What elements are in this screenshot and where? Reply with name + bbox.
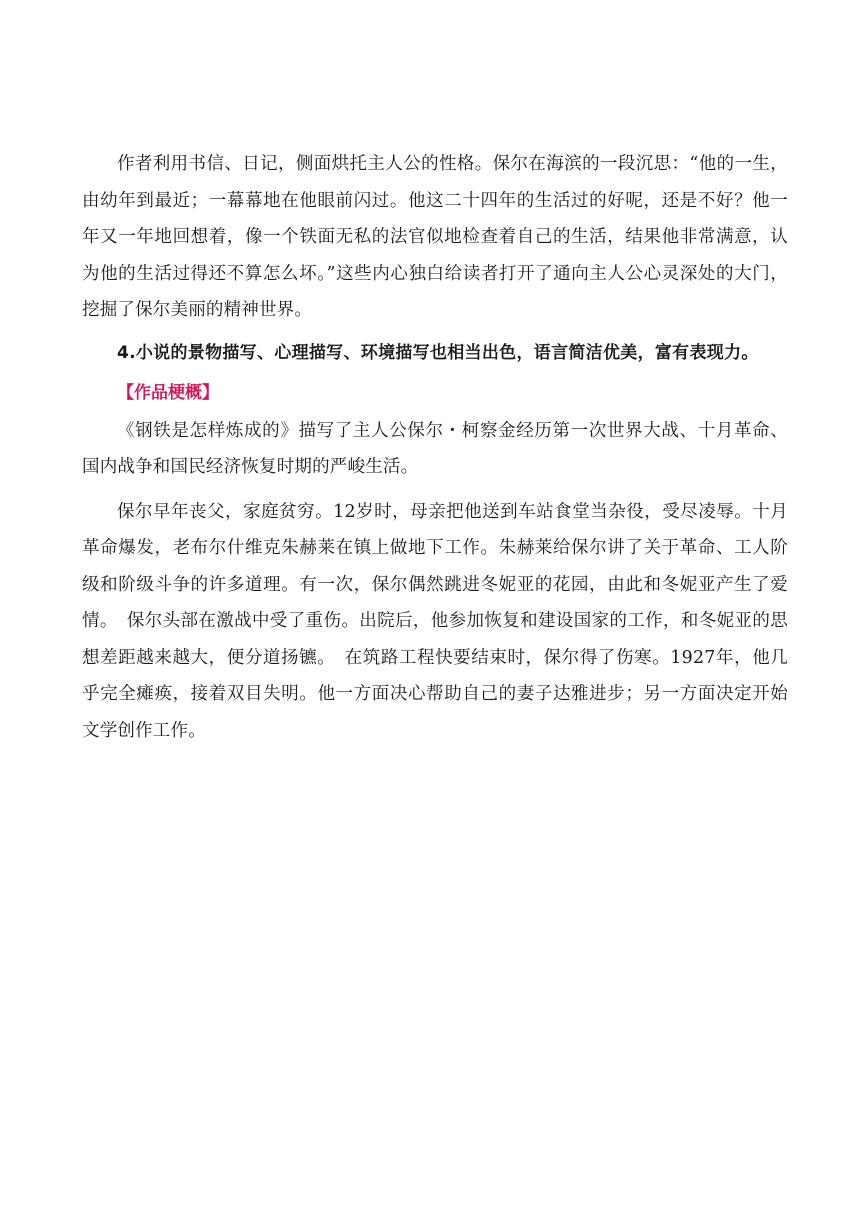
point-4-bold: 4.小说的景物描写、心理描写、环境描写也相当出色，语言简洁优美，富有表现力。 — [117, 342, 759, 363]
paragraph-inner-monologue: 作者利用书信、日记，侧面烘托主人公的性格。保尔在海滨的一段沉思：“他的一生，由幼年到最近；一幕幕地在他眼前闪过。他这二十四年的生活过的好呢，还是不好？他一年又一年地回想着，像一个铁面无私的法官似地检查着自己的生活，结果他非常满意，认为他的生活过得还不算怎么坏。”这些内心独白给读者打开了通向主人公心灵深处的大门，挖掘了保尔美丽的精神世界。 — [82, 154, 788, 320]
document-body — [82, 146, 788, 749]
summary-paragraph-intro: 《钢铁是怎样炼成的》描写了主人公保尔・柯察金经历第一次世界大战、十月革命、国内战争和国民经济恢复时期的严峻生活。 — [82, 420, 788, 477]
summary-paragraph-plot: 保尔早年丧父，家庭贫穷。12岁时，母亲把他送到车站食堂当杂役，受尽凌辱。十月革命爆发，老布尔什维克朱赫莱在镇上做地下工作。朱赫莱给保尔讲了关于革命、工人阶级和阶级斗争的许多道理。有一次，保尔偶然跳进冬妮亚的花园，由此和冬妮亚产生了爱情。 保尔头部在激战中受了重伤。出院后，他参加恢复和建设国家的工作，和冬妮亚的思想差距越来越大，便分道扬镳。 在筑路工程快要结束时，保尔得了伤寒。1927年，他几乎完全瘫痪，接着双目失明。他一方面决心帮助自己的妻子达雅进步；另一方面决定开始文学创作工作。 — [82, 501, 788, 741]
section-heading-synopsis: 【作品梗概】 — [117, 382, 219, 403]
